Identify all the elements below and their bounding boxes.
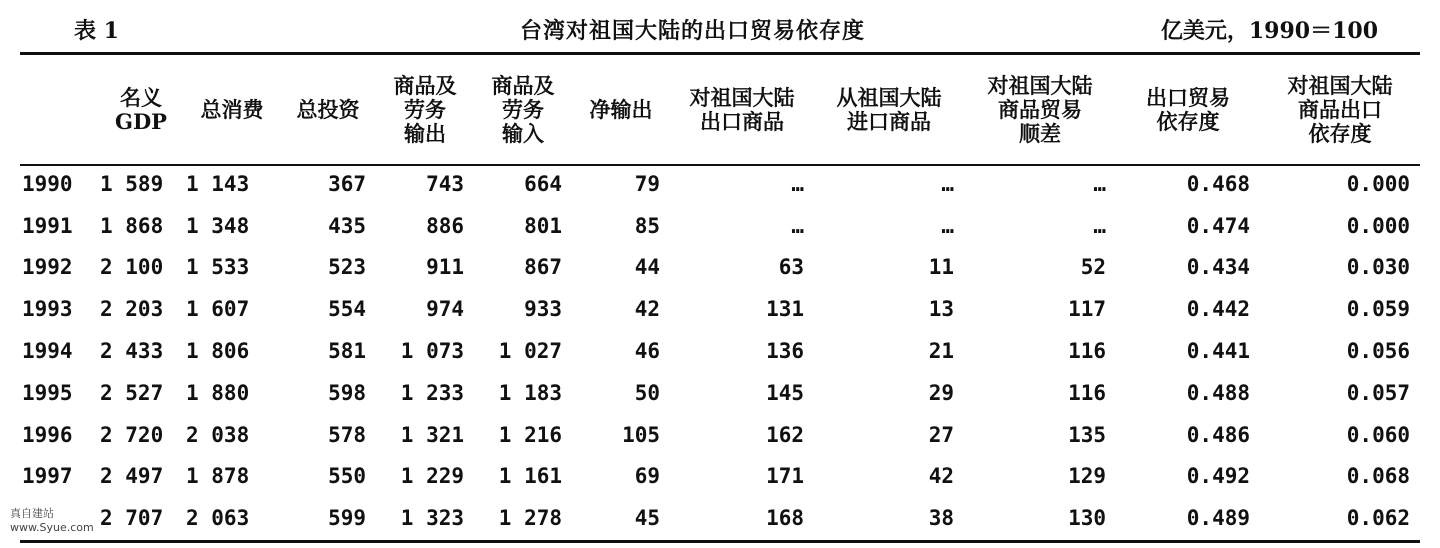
table-cell: 933 xyxy=(524,297,562,322)
table-cell: 0.060 xyxy=(1346,422,1410,447)
table-cell: 886 xyxy=(426,213,464,238)
table-cell: 13 xyxy=(928,297,954,322)
table-cell: 116 xyxy=(1068,339,1106,364)
table-cell: 801 xyxy=(524,213,562,238)
table-cell: 1 323 xyxy=(400,506,464,531)
table-cell: 1 348 xyxy=(186,213,250,238)
table-cell: 2 100 xyxy=(100,255,164,280)
table-cell: 130 xyxy=(1068,506,1106,531)
year-cell: 1995 xyxy=(22,380,73,405)
year-cell: 1991 xyxy=(22,213,73,238)
table-cell: 2 707 xyxy=(100,506,164,531)
table-cell: 1 073 xyxy=(400,339,464,364)
watermark-logo xyxy=(10,507,94,541)
table-cell: 1 233 xyxy=(400,380,464,405)
table-cell: 1 878 xyxy=(186,464,250,489)
year-cell: 1990 xyxy=(22,171,73,196)
table-cell: 168 xyxy=(766,506,804,531)
table-row xyxy=(20,288,1420,330)
year-cell: 1997 xyxy=(22,464,73,489)
table-cell: 1 278 xyxy=(498,506,562,531)
table-label: 表 1 xyxy=(74,18,119,44)
table-row xyxy=(20,456,1420,498)
table-row xyxy=(20,163,1420,205)
table-cell: 1 229 xyxy=(400,464,464,489)
column-header: 商品及 劳务 输入 xyxy=(491,72,555,146)
table-cell: 1 183 xyxy=(498,380,562,405)
table-cell: 0.068 xyxy=(1346,464,1410,489)
table-cell: 0.059 xyxy=(1346,297,1410,322)
header-row xyxy=(20,56,1420,163)
table-row xyxy=(20,414,1420,456)
column-header: 从祖国大陆 进口商品 xyxy=(836,84,942,134)
table-cell: 171 xyxy=(766,464,804,489)
table-cell: 145 xyxy=(766,380,804,405)
table-cell: 0.492 xyxy=(1186,464,1250,489)
year-cell: 1992 xyxy=(22,255,73,280)
table-cell: 46 xyxy=(634,339,660,364)
table-row xyxy=(20,205,1420,247)
table-body xyxy=(20,163,1420,539)
table-cell: 136 xyxy=(766,339,804,364)
table-cell: 578 xyxy=(328,422,366,447)
table-cell: 0.441 xyxy=(1186,339,1250,364)
table-cell: 131 xyxy=(766,297,804,322)
table-cell: 0.489 xyxy=(1186,506,1250,531)
table-cell: … xyxy=(941,213,954,238)
table-cell: 2 433 xyxy=(100,339,164,364)
table-cell: 0.442 xyxy=(1186,297,1250,322)
table-cell: 743 xyxy=(426,171,464,196)
table-cell: … xyxy=(941,171,954,196)
top-rule xyxy=(20,52,1420,55)
column-header: 名义 GDP xyxy=(115,84,167,134)
table-cell: 50 xyxy=(634,380,660,405)
watermark-line: www.Syue.com xyxy=(10,521,94,534)
table-cell: 1 806 xyxy=(186,339,250,364)
table-cell: 1 321 xyxy=(400,422,464,447)
table-unit-note: 亿美元，1990＝100 xyxy=(1160,18,1378,44)
column-header: 总投资 xyxy=(296,96,360,122)
table-cell: 974 xyxy=(426,297,464,322)
column-header: 总消费 xyxy=(200,96,264,122)
table-cell: 0.057 xyxy=(1346,380,1410,405)
table-cell: 2 720 xyxy=(100,422,164,447)
table-cell: 2 038 xyxy=(186,422,250,447)
year-cell: 1994 xyxy=(22,339,73,364)
table-cell: 117 xyxy=(1068,297,1106,322)
table-row xyxy=(20,497,1420,539)
table-cell: 162 xyxy=(766,422,804,447)
table-cell: 69 xyxy=(634,464,660,489)
table-cell: 27 xyxy=(928,422,954,447)
table-cell: 550 xyxy=(328,464,366,489)
column-header: 对祖国大陆 商品出口 依存度 xyxy=(1287,72,1393,146)
table-cell: 52 xyxy=(1080,255,1106,280)
table-cell: 1 143 xyxy=(186,171,250,196)
table-cell: 0.488 xyxy=(1186,380,1250,405)
table-cell: 0.062 xyxy=(1346,506,1410,531)
column-header: 对祖国大陆 商品贸易 顺差 xyxy=(987,72,1093,146)
table-cell: 42 xyxy=(928,464,954,489)
table-row xyxy=(20,330,1420,372)
table-cell: 0.474 xyxy=(1186,213,1250,238)
table-cell: 1 607 xyxy=(186,297,250,322)
table-cell: 42 xyxy=(634,297,660,322)
column-header: 商品及 劳务 输出 xyxy=(393,72,457,146)
table-cell: 554 xyxy=(328,297,366,322)
table-cell: 129 xyxy=(1068,464,1106,489)
table-cell: 0.056 xyxy=(1346,339,1410,364)
table-cell: 1 027 xyxy=(498,339,562,364)
table-cell: 116 xyxy=(1068,380,1106,405)
table-row xyxy=(20,247,1420,289)
year-cell: 1996 xyxy=(22,422,73,447)
table-cell: 435 xyxy=(328,213,366,238)
table-cell: 0.486 xyxy=(1186,422,1250,447)
table-cell: 0.434 xyxy=(1186,255,1250,280)
table-cell: 0.468 xyxy=(1186,171,1250,196)
table-cell: 0.000 xyxy=(1346,171,1410,196)
table-title: 台湾对祖国大陆的出口贸易依存度 xyxy=(520,18,866,44)
year-cell: 1993 xyxy=(22,297,73,322)
table-cell: … xyxy=(1093,171,1106,196)
watermark-line: 真自建站 xyxy=(10,507,54,520)
table-cell: 135 xyxy=(1068,422,1106,447)
table-cell: … xyxy=(791,213,804,238)
table-cell: 523 xyxy=(328,255,366,280)
table-cell: 1 161 xyxy=(498,464,562,489)
table-cell: 0.000 xyxy=(1346,213,1410,238)
table-cell: 44 xyxy=(634,255,660,280)
table-cell: 2 527 xyxy=(100,380,164,405)
table-cell: 21 xyxy=(928,339,954,364)
table-cell: 105 xyxy=(622,422,660,447)
table-cell: 85 xyxy=(634,213,660,238)
table-cell: 581 xyxy=(328,339,366,364)
column-header xyxy=(20,56,98,163)
table-cell: 1 216 xyxy=(498,422,562,447)
table-cell: 29 xyxy=(928,380,954,405)
table-cell: 2 063 xyxy=(186,506,250,531)
table-cell: 38 xyxy=(928,506,954,531)
table-cell: 664 xyxy=(524,171,562,196)
table-cell: 1 589 xyxy=(100,171,164,196)
table-cell: 45 xyxy=(634,506,660,531)
bottom-rule xyxy=(20,540,1420,543)
table-cell: … xyxy=(1093,213,1106,238)
table-cell: 599 xyxy=(328,506,366,531)
table-cell: 63 xyxy=(778,255,804,280)
table-cell: 0.030 xyxy=(1346,255,1410,280)
table-cell: 367 xyxy=(328,171,366,196)
data-table xyxy=(20,56,1420,539)
table-cell: 598 xyxy=(328,380,366,405)
table-cell: 2 203 xyxy=(100,297,164,322)
table-cell: 1 868 xyxy=(100,213,164,238)
table-cell: 867 xyxy=(524,255,562,280)
table-cell: 79 xyxy=(634,171,660,196)
table-row xyxy=(20,372,1420,414)
table-caption xyxy=(0,12,1440,48)
table-cell: 1 533 xyxy=(186,255,250,280)
table-cell: … xyxy=(791,171,804,196)
column-header: 对祖国大陆 出口商品 xyxy=(689,84,795,134)
table-cell: 1 880 xyxy=(186,380,250,405)
table-cell: 11 xyxy=(928,255,954,280)
column-header: 净输出 xyxy=(589,96,653,122)
column-header: 出口贸易 依存度 xyxy=(1146,84,1230,134)
table-cell: 2 497 xyxy=(100,464,164,489)
table-cell: 911 xyxy=(426,255,464,280)
